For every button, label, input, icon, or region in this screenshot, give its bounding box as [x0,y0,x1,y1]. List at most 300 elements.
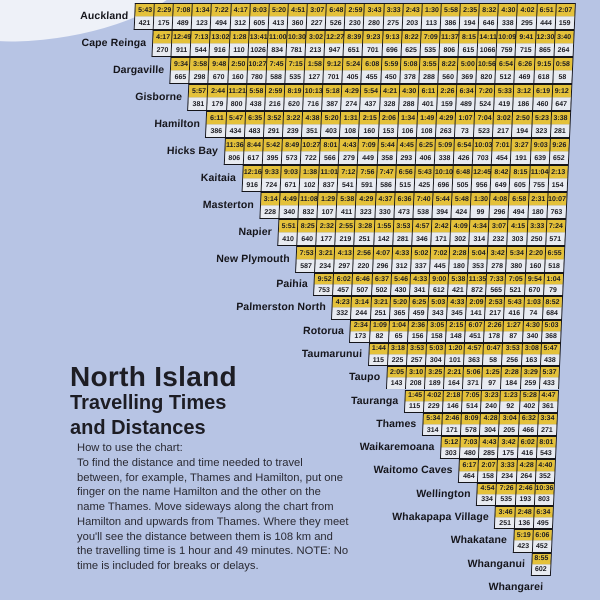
cell-gisborne-to-masterton [245,84,266,111]
distance-cell: 426 [454,152,474,164]
time-cell: 1:04 [389,321,409,332]
distance-cell: 179 [208,98,228,110]
cell-hamilton-to-palmerston-north [320,111,341,138]
distance-cell: 386 [441,17,461,29]
time-cell: 3:46 [496,507,516,518]
cell-waitomo-caves-to-whakapapa-village [477,459,498,482]
distance-cell: 285 [479,448,499,458]
time-cell: 5:03 [428,297,448,308]
time-cell: 2:53 [486,297,506,308]
distance-cell: 341 [410,285,430,295]
cell-palmerston-north-to-waikaremoana [427,296,448,319]
time-cell: 7:09 [421,31,441,44]
cell-kaitaia-to-new-plymouth [280,165,301,192]
distance-cell: 413 [269,17,289,29]
cell-taumarunui-to-tauranga [387,343,408,366]
time-cell: 7:08 [173,4,193,17]
distance-cell: 591 [357,179,377,191]
distance-cell: 141 [466,308,486,318]
time-cell: 2:13 [549,166,568,179]
time-cell: 10:13 [304,85,324,98]
distance-cell: 340 [523,332,543,342]
time-cell: 2:15 [447,321,467,332]
time-cell: 6:58 [509,193,529,206]
distance-cell: 296 [490,206,510,218]
row-label-paihia: Paihia [275,278,309,290]
time-cell: 5:37 [540,367,559,378]
distance-cell: 665 [171,71,191,83]
time-cell: 5:23 [532,112,552,125]
time-cell: 8:03 [250,4,270,17]
time-cell: 1:27 [504,321,524,332]
how-to-heading: How to use the chart: [77,442,183,454]
time-cell: 7:33 [487,274,507,285]
time-cell: 5:02 [411,247,431,260]
row-label-wellington: Wellington [415,487,471,500]
cell-rotorua-to-waitomo-caves [445,320,466,343]
cell-kaitaia-to-whakatane [509,165,530,192]
distance-cell: 445 [430,260,450,272]
cell-auckland-to-taupo [382,3,403,30]
cell-masterton-to-taupo [374,192,395,219]
time-cell: 10:27 [248,58,268,71]
distance-cell: 293 [397,152,417,164]
distance-cell: 649 [491,179,511,191]
distance-cell: 304 [426,355,446,365]
distance-cell: 180 [528,206,548,218]
cell-masterton-to-wellington [470,192,491,219]
cell-paihia-to-wellington [466,273,487,296]
cell-waikaremoana-to-whakatane [497,436,518,459]
time-cell: 3:22 [283,112,303,125]
cell-masterton-to-thames [412,192,433,219]
time-cell: 5:42 [263,139,283,152]
cell-palmerston-north-to-taupo [370,296,391,319]
time-cell: 5:58 [441,4,461,17]
time-cell: 2:07 [556,4,575,17]
time-cell: 5:43 [135,4,155,17]
cell-cape-reinga-to-thames [419,30,440,57]
cell-hicks-bay-to-wellington [472,138,493,165]
cell-cape-reinga-to-hamilton [190,30,211,57]
cell-waitomo-caves-to-wellington [458,459,479,482]
cell-cape-reinga-to-waitomo-caves [458,30,479,57]
row-label-napier: Napier [238,226,273,238]
time-cell: 14:11 [478,31,498,44]
cell-tauranga-to-wellington [461,390,482,413]
time-cell: 2:32 [317,220,337,233]
distance-cell: 363 [464,355,484,365]
distance-cell: 483 [245,125,265,137]
distance-cell: 647 [552,98,571,110]
cell-kaitaia-to-thames [413,165,434,192]
cell-auckland-to-palmerston-north [325,3,346,30]
distance-cell: 451 [465,332,485,342]
row-label-whangarei: Whangarei [488,580,544,593]
cell-tauranga-to-whanganui [518,390,539,413]
distance-cell: 715 [516,44,536,56]
distance-cell: 368 [542,332,561,342]
time-cell: 6:48 [326,4,346,17]
time-cell: 3:34 [538,414,557,425]
cell-auckland-to-wellington [478,3,499,30]
distance-cell: 345 [447,308,467,318]
time-cell: 3:29 [521,367,541,378]
cell-hicks-bay-to-whakapapa-village [491,138,512,165]
distance-cell: 386 [206,125,226,137]
time-cell: 5:12 [441,437,461,448]
cell-hicks-bay-to-masterton [243,138,264,165]
cell-hamilton-to-napier [263,111,284,138]
distance-cell: 227 [307,17,327,29]
cell-taumarunui-to-thames [406,343,427,366]
distance-cell: 438 [246,98,266,110]
cell-auckland-to-whakatane [516,3,537,30]
cell-palmerston-north-to-thames [408,296,429,319]
cell-kaitaia-to-masterton [241,165,262,192]
time-cell: 9:00 [429,274,449,285]
cell-new-plymouth-to-whakatane [505,246,526,273]
distance-cell: 620 [284,98,304,110]
cell-tauranga-to-waitomo-caves [442,390,463,413]
distance-cell: 872 [467,285,487,295]
distance-cell: 535 [496,495,516,505]
cell-paihia-to-tauranga [390,273,411,296]
time-cell: 4:33 [392,247,412,260]
cell-napier-to-new-plymouth [277,219,298,246]
distance-cell: 701 [324,71,344,83]
cell-gisborne-to-whangarei [551,84,572,111]
page-subtitle-2: and Distances [70,416,206,439]
time-cell: 6:07 [466,321,486,332]
cell-dargaville-to-waitomo-caves [456,57,477,84]
distance-cell: 219 [336,233,356,245]
cell-cape-reinga-to-paihia [305,30,326,57]
row-label-hicks-bay: Hicks Bay [166,145,219,157]
time-cell: 3:12 [514,85,534,98]
cell-napier-to-wellington [468,219,489,246]
cell-auckland-to-kaitaia [229,3,250,30]
cell-dargaville-to-whakapapa-village [495,57,516,84]
distance-cell: 142 [374,233,394,245]
time-cell: 12:45 [472,166,492,179]
distance-cell: 217 [485,308,505,318]
distance-cell: 781 [287,44,307,56]
time-cell: 3:28 [355,220,375,233]
row-label-thames: Thames [375,417,417,430]
distance-cell: 646 [479,17,499,29]
time-cell: 1:09 [370,321,390,332]
cell-cape-reinga-to-taupo [381,30,402,57]
distance-cell: 639 [530,152,550,164]
distance-cell: 701 [363,44,383,56]
cell-wellington-to-whakatane [495,483,516,506]
time-cell: 6:25 [409,297,429,308]
cell-waikaremoana-to-whangarei [536,436,557,459]
cell-rotorua-to-whangarei [541,320,562,343]
time-cell: 5:08 [401,58,421,71]
cell-rotorua-to-whanganui [522,320,543,343]
cell-hicks-bay-to-taumarunui [357,138,378,165]
time-cell: 4:43 [340,139,360,152]
cell-napier-to-tauranga [392,219,413,246]
time-cell: 5:43 [415,166,435,179]
time-cell: 9:03 [281,166,301,179]
cell-cape-reinga-to-wellington [477,30,498,57]
distance-cell: 312 [392,260,412,272]
distance-cell: 251 [355,233,375,245]
distance-cell: 586 [376,179,396,191]
cell-gisborne-to-thames [417,84,438,111]
row-label-auckland: Auckland [79,10,129,22]
cell-cape-reinga-to-hicks-bay [209,30,230,57]
cell-gisborne-to-paihia [302,84,323,111]
time-cell: 10:03 [474,139,494,152]
distance-cell: 143 [387,378,407,388]
distance-cell: 281 [551,125,570,137]
time-cell: 4:29 [436,112,456,125]
distance-cell: 171 [431,233,451,245]
time-cell: 1:20 [446,344,466,355]
time-cell: 5:03 [542,321,561,332]
distance-cell: 806 [439,44,459,56]
time-cell: 3:58 [190,58,210,71]
cell-new-plymouth-to-thames [410,246,431,273]
cell-masterton-to-paihia [298,192,319,219]
cell-hamilton-to-whangarei [550,111,571,138]
cell-auckland-to-whanganui [535,3,556,30]
time-cell: 6:25 [416,139,436,152]
distance-cell: 419 [494,98,514,110]
distance-cell: 164 [444,378,464,388]
distance-cell: 438 [541,355,560,365]
cell-thames-to-wellington [460,413,481,436]
distance-cell: 466 [519,425,539,435]
cell-rotorua-to-taupo [369,320,390,343]
cell-paihia-to-whangarei [543,273,564,296]
cell-thames-to-waitomo-caves [441,413,462,436]
distance-cell: 106 [398,125,418,137]
row-label-cape-reinga: Cape Reinga [81,37,147,49]
distance-cell: 615 [459,44,479,56]
time-cell: 5:47 [541,344,560,355]
cell-masterton-to-whakapapa-village [489,192,510,219]
distance-cell: 834 [267,44,287,56]
title-block [70,362,237,440]
distance-cell: 220 [354,260,374,272]
cell-kaitaia-to-wellington [471,165,492,192]
distance-cell: 330 [375,206,395,218]
time-cell: 2:42 [432,220,452,233]
time-cell: 9:12 [324,58,344,71]
cell-kaitaia-to-tauranga [394,165,415,192]
cell-masterton-to-whangarei [546,192,567,219]
distance-cell: 312 [230,17,250,29]
cell-auckland-to-paihia [306,3,327,30]
distance-cell: 538 [413,206,433,218]
time-cell: 3:40 [555,31,574,44]
time-cell: 6:54 [496,58,516,71]
time-cell: 5:43 [505,297,525,308]
cell-hamilton-to-tauranga [397,111,418,138]
cell-dargaville-to-rotorua [342,57,363,84]
time-cell: 4:09 [451,220,471,233]
time-cell: 4:13 [335,247,355,260]
cell-dargaville-to-wellington [475,57,496,84]
cell-paihia-to-palmerston-north [313,273,334,296]
time-cell: 2:20 [526,247,546,260]
time-cell: 9:12 [552,85,571,98]
distance-cell: 588 [266,71,286,83]
cell-thames-to-whakapapa-village [479,413,500,436]
distance-cell: 97 [482,378,502,388]
cell-cape-reinga-to-whakapapa-village [496,30,517,57]
distance-cell: 571 [546,233,565,245]
distance-cell: 191 [511,152,531,164]
cell-dargaville-to-hamilton [189,57,210,84]
cell-thames-to-whakatane [498,413,519,436]
distance-cell: 459 [409,308,429,318]
time-cell: 5:04 [469,247,489,260]
time-cell: 4:23 [333,297,353,308]
distance-cell: 314 [469,233,489,245]
distance-cell: 74 [524,308,544,318]
time-cell: 6:08 [362,58,382,71]
time-cell: 2:35 [460,4,480,17]
time-cell: 2:34 [351,321,371,332]
cell-hamilton-to-whakatane [511,111,532,138]
distance-cell: 403 [321,125,341,137]
row-label-waikaremoana: Waikaremoana [359,441,435,454]
distance-cell: 507 [353,285,373,295]
cell-waikaremoana-to-waitomo-caves [440,436,461,459]
time-cell: 3:05 [427,321,447,332]
cell-waitomo-caves-to-whanganui [515,459,536,482]
distance-cell: 670 [209,71,229,83]
distance-cell: 92 [500,402,520,412]
time-cell: 11:01 [319,166,339,179]
cell-hamilton-to-paihia [301,111,322,138]
distance-cell: 160 [526,260,546,272]
time-cell: 4:02 [424,391,444,402]
distance-cell: 433 [540,378,559,388]
distance-cell: 444 [536,17,556,29]
distance-cell: 298 [190,71,210,83]
distance-cell: 460 [533,98,553,110]
time-cell: 5:46 [391,274,411,285]
time-cell: 7:40 [414,193,434,206]
cell-whanganui-to-whangarei [530,553,551,576]
time-cell: 1:38 [300,166,320,179]
cell-auckland-to-whangarei [554,3,575,30]
cell-masterton-to-waikaremoana [431,192,452,219]
cell-napier-to-palmerston-north [315,219,336,246]
distance-cell: 722 [301,152,321,164]
time-cell: 3:52 [264,112,284,125]
time-cell: 5:38 [449,274,469,285]
cell-dargaville-to-whanganui [533,57,554,84]
time-cell: 3:42 [499,437,519,448]
distance-cell: 640 [297,233,317,245]
distance-cell: 437 [361,98,381,110]
distance-cell: 402 [520,402,540,412]
distance-cell: 244 [352,308,372,318]
time-cell: 9:23 [364,31,384,44]
cell-taupo-to-wellington [462,366,483,389]
distance-cell: 351 [302,125,322,137]
distance-cell: 295 [517,17,537,29]
cell-taupo-to-whakapapa-village [481,366,502,389]
time-cell: 2:07 [479,460,499,471]
distance-cell: 270 [153,44,173,56]
cell-napier-to-rotorua [335,219,356,246]
time-cell: 7:04 [475,112,495,125]
distance-cell: 565 [486,285,506,295]
cell-palmerston-north-to-whangarei [542,296,563,319]
time-cell: 9:13 [383,31,403,44]
distance-cell: 425 [414,179,434,191]
time-cell: 3:38 [551,112,570,125]
time-cell: 2:55 [336,220,356,233]
cell-taumarunui-to-taupo [368,343,389,366]
cell-rotorua-to-thames [407,320,428,343]
distance-cell: 216 [265,98,285,110]
cell-rotorua-to-tauranga [388,320,409,343]
time-cell: 2:26 [438,85,458,98]
cell-taupo-to-waikaremoana [424,366,445,389]
cell-whakatane-to-whanganui [512,529,533,552]
distance-cell: 288 [419,71,439,83]
cell-auckland-to-napier [268,3,289,30]
time-cell: 5:48 [452,193,472,206]
time-cell: 6:02 [334,274,354,285]
time-cell: 3:42 [488,247,508,260]
distance-cell: 208 [406,378,426,388]
cell-masterton-to-whakatane [508,192,529,219]
time-cell: 2:15 [360,112,380,125]
cell-auckland-to-taumarunui [363,3,384,30]
cell-paihia-to-rotorua [332,273,353,296]
distance-cell: 65 [389,332,409,342]
time-cell: 1:58 [305,58,325,71]
distance-cell: 264 [516,472,536,482]
time-cell: 4:33 [410,274,430,285]
distance-cell: 332 [332,308,352,318]
time-cell: 5:34 [423,414,443,425]
cell-auckland-to-dargaville [153,3,174,30]
time-cell: 8:49 [282,139,302,152]
time-cell: 1:30 [471,193,491,206]
distance-cell: 189 [425,378,445,388]
distance-cell: 837 [319,179,339,191]
distance-cell: 495 [534,518,553,528]
time-cell: 6:56 [396,166,416,179]
cell-palmerston-north-to-whakatane [503,296,524,319]
distance-cell: 274 [342,98,362,110]
time-cell: 6:55 [545,247,564,260]
distance-cell: 454 [492,152,512,164]
distance-cell: 780 [247,71,267,83]
distance-cell: 605 [249,17,269,29]
distance-cell: 291 [264,125,284,137]
time-cell: 7:09 [359,139,379,152]
cell-auckland-to-new-plymouth [287,3,308,30]
distance-cell: 148 [446,332,466,342]
distance-cell: 489 [173,17,193,29]
distance-cell: 505 [453,179,473,191]
time-cell: 5:20 [390,297,410,308]
time-cell: 2:46 [442,414,462,425]
